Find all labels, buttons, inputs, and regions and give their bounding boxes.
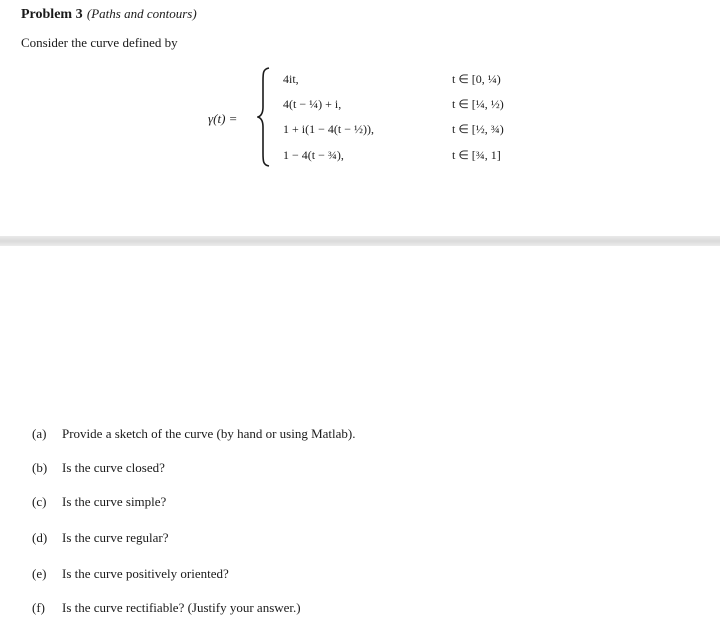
question-a [32,426,356,442]
question-text: Provide a sketch of the curve (by hand or using Matlab). [62,426,356,441]
question-b [32,460,165,476]
question-text: Is the curve simple? [62,494,167,509]
formula-lhs: γ(t) = [208,111,238,126]
question-text: Is the curve positively oriented? [62,566,229,581]
question-f [32,600,301,616]
left-brace [257,67,271,167]
question-e [32,566,229,582]
page-divider [0,236,720,246]
case-cond-4: t ∈ [¾, 1] [452,148,501,162]
question-label: (f) [32,600,45,615]
question-label: (a) [32,426,47,441]
case-expr-3: 1 + i(1 − 4(t − ½)), [283,122,374,136]
question-label: (d) [32,530,48,545]
question-text: Is the curve rectifiable? (Justify your answer.) [62,600,301,615]
intro-text: Consider the curve defined by [21,35,178,50]
case-cond-3: t ∈ [½, ¾) [452,122,504,136]
problem-heading [21,6,197,23]
case-expr-2: 4(t − ¼) + i, [283,97,342,111]
question-text: Is the curve closed? [62,460,165,475]
question-c [32,494,166,510]
case-expr-1: 4it, [283,72,299,86]
question-label: (b) [32,460,48,475]
question-d [32,530,168,546]
question-label: (e) [32,566,47,581]
problem-number: Problem 3 [21,7,83,22]
question-label: (c) [32,494,47,509]
case-expr-4: 1 − 4(t − ¾), [283,148,344,162]
question-text: Is the curve regular? [62,530,169,545]
case-cond-1: t ∈ [0, ¼) [452,72,501,86]
problem-topic: (Paths and contours) [86,6,197,21]
case-cond-2: t ∈ [¼, ½) [452,97,504,111]
